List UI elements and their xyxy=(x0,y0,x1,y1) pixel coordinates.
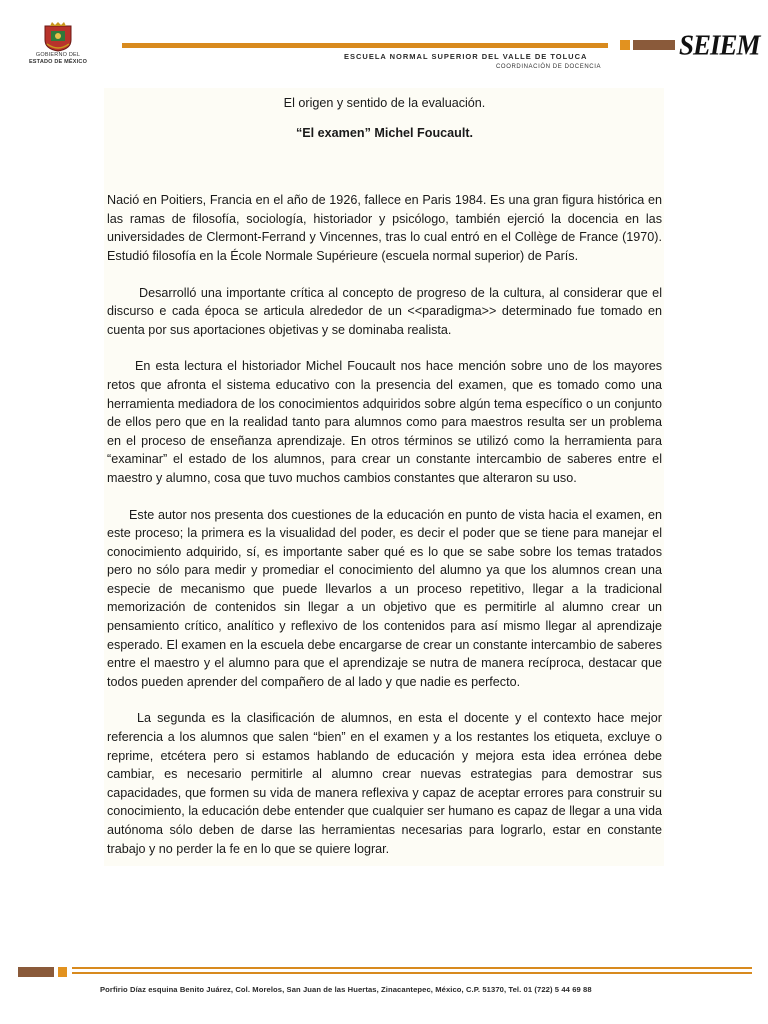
page-header xyxy=(0,0,768,90)
paragraph-1: Nació en Poitiers, Francia en el año de 1926, fallece en Paris 1984. Es una gran figura histórica en las ramas de filosofía, sociología, historiador y psicólogo, también ejerció la docencia en las universidades de Clermont-Ferrand y Vincennes, tras lo cual entró en el Collège de France (1970). Estudió filosofía en la École Normale Supérieure (escuela normal superior) de París. xyxy=(107,193,662,263)
footer-accent-square xyxy=(58,967,67,977)
gov-logo-line2: ESTADO DE MÉXICO xyxy=(28,58,88,65)
header-brown-bar xyxy=(633,40,675,50)
document-subtitle: “El examen” Michel Foucault. xyxy=(295,125,474,140)
header-accent-bar xyxy=(122,43,608,48)
coordination-label: COORDINACIÓN DE DOCENCIA xyxy=(496,64,602,70)
seiem-logo: SEIEM xyxy=(679,29,760,61)
header-accent-square xyxy=(620,40,630,50)
coat-of-arms-icon xyxy=(41,22,75,52)
gov-logo xyxy=(16,22,100,65)
footer-line-top xyxy=(72,967,752,969)
gov-logo-line1: GOBIERNO DEL xyxy=(35,52,81,58)
paragraph-3: En esta lectura el historiador Michel Foucault nos hace mención sobre uno de los mayores retos que afronta el sistema educativo con la presencia del examen, que es tomado como una herramienta mediadora de los conocimientos adquiridos sobre algún tema específico o un conjunto de ellos pero que en la realidad tanto para alumnos como para maestros resulta ser un problema en el proceso de enseñanza aprendizaje. En otros términos se utilizó como la herramienta para “examinar” el estado de los alumnos, para crear un constante intercambio de saberes entre el maestro y alumno, cosa que tuvo muchos cambios constantes que alteraron su uso. xyxy=(107,359,662,485)
footer-address: Porfirio Díaz esquina Benito Juárez, Col. Morelos, San Juan de las Huertas, Zinacantepec, México, C.P. 51370, Tel. 01 (722) 5 44 69 88 xyxy=(100,985,592,994)
paragraph-2: Desarrolló una importante crítica al concepto de progreso de la cultura, al considerar que el discurso e cada época se articula alrededor de un <<paradigma>> determinado fue tomado en cuenta por sus aportaciones objetivas y se dominaba realista. xyxy=(107,285,662,337)
school-name: ESCUELA NORMAL SUPERIOR DEL VALLE DE TOLUCA xyxy=(344,52,588,61)
paragraph-4: Este autor nos presenta dos cuestiones de la educación en punto de vista hacia el examen, en este proceso; la primera es la visualidad del poder, es decir el poder que se tiene para manejar el conocimiento adquirido, sí, es importante saber qué es lo que se sabe sobre los temas tratados pero no sólo para medir y promediar el conocimiento del alumno ya que los alumnos crean una especie de mecanismo que puede llevarlos a un proceso repetitivo, llegar a la tradicional memorización de contenidos sin llegar a un objetivo que es permitirle al alumno crear un pensamiento crítico, analítico y reflexivo de los contenidos para así mismo llegar al aprendizaje esperado. El examen en la escuela debe encargarse de crear un constante intercambio de saberes entre el maestro y el alumno para que el aprendizaje se nutra de manera recíproca, destacar que todos pueden aprender del compañero de al lado y que nadie es perfecto. xyxy=(107,507,662,689)
footer-line-bottom xyxy=(72,972,752,974)
footer-brown-bar xyxy=(18,967,54,977)
document-body xyxy=(104,88,664,866)
document-title: El origen y sentido de la evaluación. xyxy=(283,96,486,110)
paragraph-5: La segunda es la clasificación de alumnos, en esta el docente y el contexto hace mejor referencia a los alumnos que salen “bien” en el examen y a los restantes los etiqueta, excluye o reprime, etcétera pero si estamos hablando de educación y mejora esta idea errónea debe cambiar, es necesario permitirle al alumno crear nuevas estrategias para demostrar sus capacidades, que formen su vida de manera reflexiva y capaz de aceptar errores para construir su conocimiento, la educación debe entender que cualquier ser humano es capaz de llegar a una vida autónoma sólo deben de darse las herramientas necesarias para lograrlo, estar en constante trabajo y no perder la fe en lo que se quiere lograr. xyxy=(107,711,662,856)
